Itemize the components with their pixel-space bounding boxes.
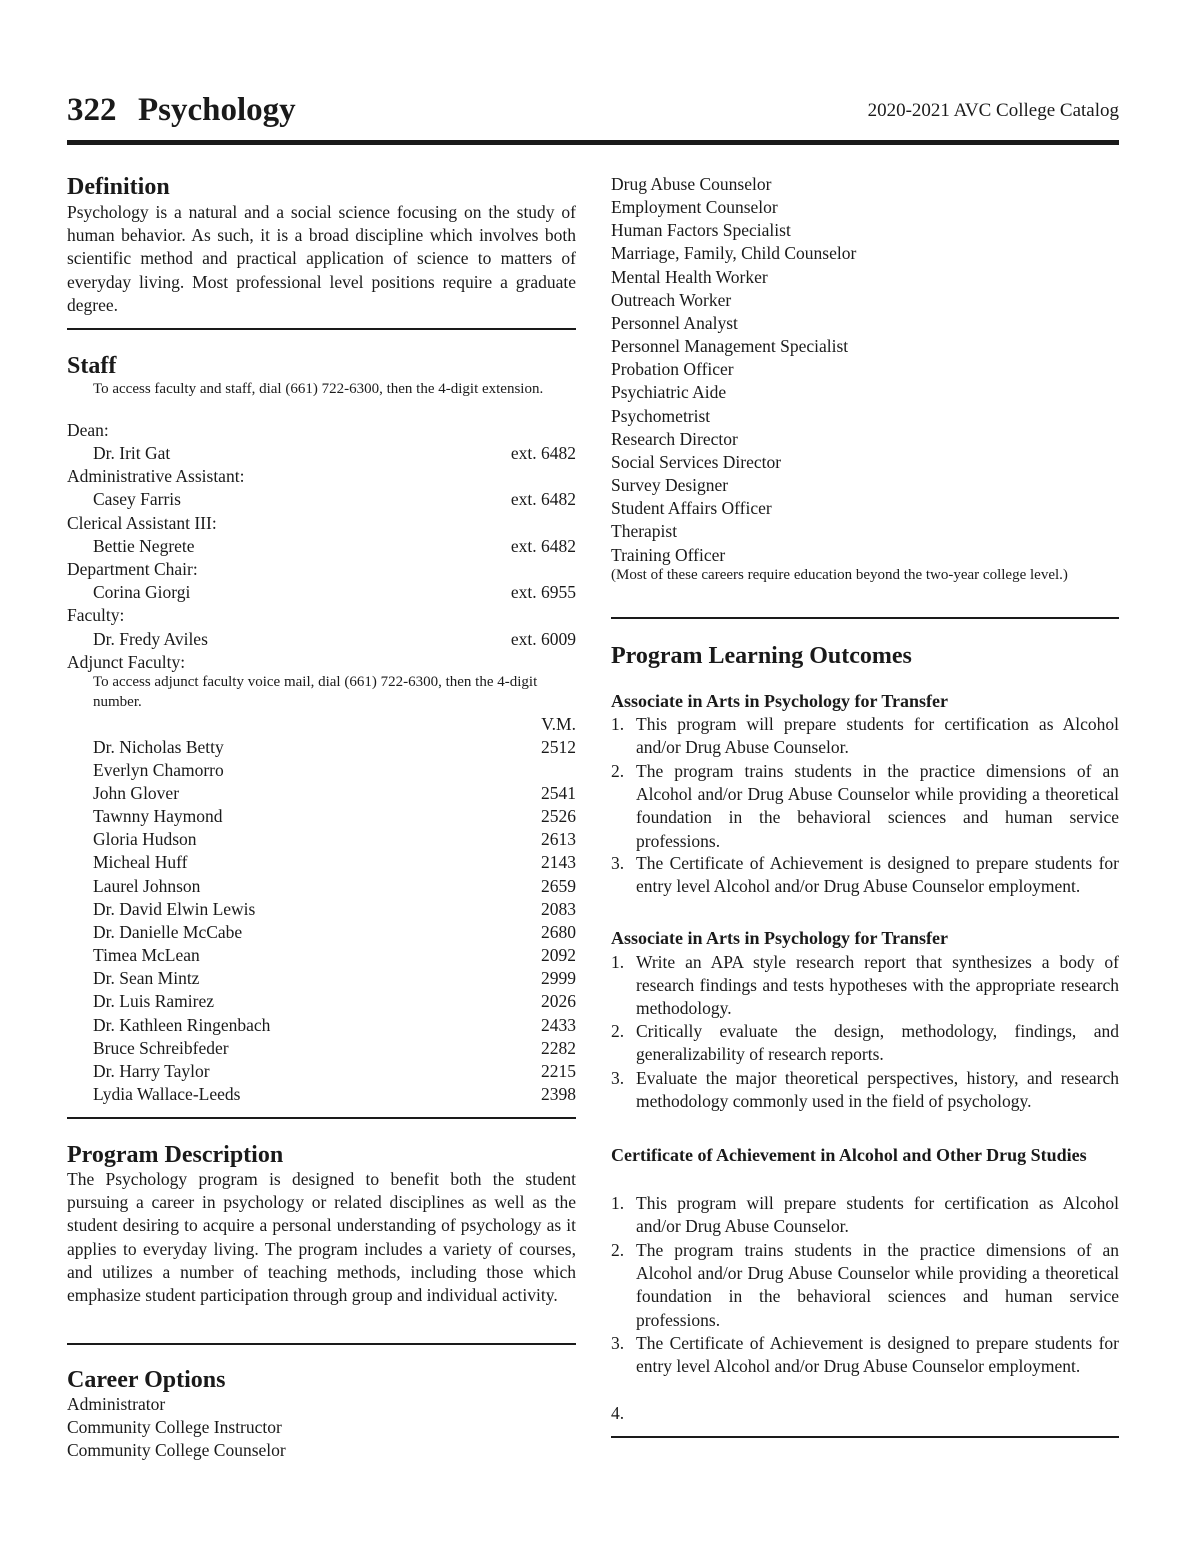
career-options-heading: Career Options [67,1367,226,1393]
plo-item [611,951,1119,1021]
career-item: Probation Officer [611,359,734,379]
plo-item-text: The program trains students in the practice dimensions of an Alcohol and/or Drug Abuse Counselor while providing a theoretical foundation in the behavioral sciences and human service professions. [636,1240,1119,1330]
plo-item-text: The program trains students in the practice dimensions of an Alcohol and/or Drug Abuse Counselor while providing a theoretical foundation in the behavioral sciences and human service professions. [636,761,1119,851]
role-title: Dean: [67,420,109,440]
plo-item-number: 3. [611,1068,625,1088]
career-item: Mental Health Worker [611,267,768,287]
career-item: Therapist [611,521,678,541]
plo-item [611,1067,1119,1113]
adjunct-row [67,759,576,782]
plo-group-title: Associate in Arts in Psychology for Transfer [611,928,948,948]
plo-item [611,713,1119,759]
plo-item-text: This program will prepare students for certification as Alcohol and/or Drug Abuse Counselor. [636,1193,1119,1237]
staff-extension: ext. 6482 [510,443,576,463]
adjunct-access-note: To access adjunct faculty voice mail, dial (661) 722-6300, then the 4-digit number. [93,674,538,710]
plo-item [611,1239,1119,1332]
adjunct-row [67,990,576,1013]
adjunct-vm: 2026 [541,991,576,1011]
adjunct-name: Bruce Schreibfeder [93,1038,229,1058]
plo-item-number: 3. [611,1333,625,1353]
adjunct-name: Everlyn Chamorro [93,760,224,780]
adjunct-vm: 2512 [541,737,576,757]
catalog-label: 2020-2021 AVC College Catalog [867,100,1119,121]
adjunct-row [67,921,576,944]
adjunct-vm: 2999 [541,968,576,988]
adjunct-name: Dr. Sean Mintz [93,968,200,988]
plo-item [611,1020,1119,1066]
staff-name: Dr. Fredy Aviles [93,629,208,649]
career-item: Psychiatric Aide [611,382,727,402]
adjunct-name: Micheal Huff [93,852,188,872]
career-item: Training Officer [611,545,726,565]
definition-heading: Definition [67,174,170,200]
adjunct-row [67,828,576,851]
adjunct-name: Dr. David Elwin Lewis [93,899,256,919]
career-item: Survey Designer [611,475,729,495]
plo-heading: Program Learning Outcomes [611,643,912,669]
plo-item-text: Critically evaluate the design, methodology, findings, and generalizability of research reports. [636,1021,1119,1065]
adjunct-vm: 2083 [541,899,576,919]
plo-item-text: Evaluate the major theoretical perspectives, history, and research methodology commonly used in the field of psychology. [636,1068,1119,1112]
adjunct-row [67,1083,576,1106]
adjunct-row [67,782,576,805]
staff-name: Corina Giorgi [93,582,191,602]
adjunct-row [67,967,576,990]
career-item: Employment Counselor [611,197,778,217]
career-item: Drug Abuse Counselor [611,174,772,194]
staff-row [67,488,576,511]
staff-extension: ext. 6482 [510,536,576,556]
staff-heading: Staff [67,353,117,379]
plo-item-number: 2. [611,1240,625,1260]
adjunct-vm: 2613 [541,829,576,849]
adjunct-name: John Glover [93,783,180,803]
career-item: Marriage, Family, Child Counselor [611,243,857,263]
page-number: 322 [67,92,117,128]
plo-item-number: 4. [611,1403,625,1423]
staff-extension: ext. 6955 [510,582,576,602]
plo-item-number: 3. [611,853,625,873]
career-item: Personnel Analyst [611,313,738,333]
section-divider [611,1436,1119,1438]
career-item: Research Director [611,429,738,449]
staff-extension: ext. 6009 [510,629,576,649]
plo-item [611,760,1119,853]
plo-item-text: The Certificate of Achievement is designed to prepare students for entry level Alcohol and/or Drug Abuse Counselor employment. [636,853,1119,897]
role-title: Clerical Assistant III: [67,513,217,533]
adjunct-name: Laurel Johnson [93,876,201,896]
staff-name: Bettie Negrete [93,536,195,556]
adjunct-row [67,805,576,828]
adjunct-row [67,851,576,874]
adjunct-row [67,1037,576,1060]
vm-header: V.M. [541,714,576,734]
plo-item-text: This program will prepare students for certification as Alcohol and/or Drug Abuse Counselor. [636,714,1119,758]
page-header [67,88,1119,132]
vm-header-row [67,713,576,736]
career-item: Community College Counselor [67,1440,286,1460]
plo-item [611,852,1119,898]
career-item: Outreach Worker [611,290,732,310]
staff-name: Dr. Irit Gat [93,443,171,463]
adjunct-vm: 2541 [541,783,576,803]
adjunct-row [67,898,576,921]
adjunct-vm: 2433 [541,1015,576,1035]
plo-item-text: The Certificate of Achievement is designed to prepare students for entry level Alcohol and/or Drug Abuse Counselor employment. [636,1333,1119,1377]
career-item: Administrator [67,1394,166,1414]
adjunct-row [67,736,576,759]
adjunct-name: Lydia Wallace-Leeds [93,1084,241,1104]
adjunct-vm: 2526 [541,806,576,826]
plo-item [611,1192,1119,1238]
adjunct-name: Tawnny Haymond [93,806,223,826]
staff-row [67,581,576,604]
staff-row [67,535,576,558]
staff-extension: ext. 6482 [510,489,576,509]
adjunct-row [67,944,576,967]
adjunct-name: Gloria Hudson [93,829,197,849]
adjunct-name: Dr. Kathleen Ringenbach [93,1015,271,1035]
adjunct-row [67,875,576,898]
career-item: Psychometrist [611,406,711,426]
adjunct-name: Dr. Nicholas Betty [93,737,224,757]
definition-text: Psychology is a natural and a social science focusing on the study of human behavior. As such, it is a broad discipline which involves both scientific method and practical application of science to matters of everyday living. Most professional level positions require a graduate degree. [67,202,576,315]
staff-access-note: To access faculty and staff, dial (661) 722-6300, then the 4-digit extension. [93,381,544,397]
adjunct-vm: 2680 [541,922,576,942]
adjunct-vm: 2282 [541,1038,576,1058]
adjunct-row [67,1060,576,1083]
plo-group-title: Certificate of Achievement in Alcohol and Other Drug Studies [611,1145,1087,1165]
staff-name: Casey Farris [93,489,181,509]
adjunct-row [67,1014,576,1037]
career-note: (Most of these careers require education beyond the two-year college level.) [611,567,1068,583]
plo-group-title: Associate in Arts in Psychology for Transfer [611,691,948,711]
program-description-heading: Program Description [67,1142,284,1168]
plo-item-number: 2. [611,761,625,781]
section-divider [67,328,576,330]
role-title: Department Chair: [67,559,198,579]
career-item: Student Affairs Officer [611,498,772,518]
adjunct-vm: 2092 [541,945,576,965]
page-title: Psychology [138,92,296,128]
adjunct-name: Dr. Danielle McCabe [93,922,243,942]
plo-item-text: Write an APA style research report that synthesizes a body of research findings and tests hypotheses with the appropriate research methodology. [636,952,1119,1019]
plo-item-number: 1. [611,1193,625,1213]
role-title: Faculty: [67,605,125,625]
adjunct-title: Adjunct Faculty: [67,652,186,672]
section-divider [67,1117,576,1119]
staff-row [67,442,576,465]
role-title: Administrative Assistant: [67,466,245,486]
adjunct-name: Timea McLean [93,945,200,965]
adjunct-vm: 2143 [541,852,576,872]
plo-item [611,1332,1119,1378]
section-divider [611,617,1119,619]
adjunct-vm: 2659 [541,876,576,896]
career-item: Personnel Management Specialist [611,336,849,356]
adjunct-vm: 2215 [541,1061,576,1081]
staff-row [67,628,576,651]
adjunct-vm: 2398 [541,1084,576,1104]
adjunct-name: Dr. Harry Taylor [93,1061,210,1081]
career-item: Social Services Director [611,452,782,472]
plo-item-number: 2. [611,1021,625,1041]
career-item: Human Factors Specialist [611,220,791,240]
career-item: Community College Instructor [67,1417,282,1437]
plo-item-number: 1. [611,952,625,972]
adjunct-name: Dr. Luis Ramirez [93,991,215,1011]
section-divider [67,1343,576,1345]
plo-item-number: 1. [611,714,625,734]
header-rule [67,140,1119,145]
program-description-text: The Psychology program is designed to benefit both the student pursuing a career in psychology or related disciplines as well as the student desiring to acquire a personal understanding of psychology as it applies to everyday living. The program includes a variety of courses, and utilizes a number of teaching methods, including those which emphasize student participation through group and individual activity. [67,1169,576,1306]
